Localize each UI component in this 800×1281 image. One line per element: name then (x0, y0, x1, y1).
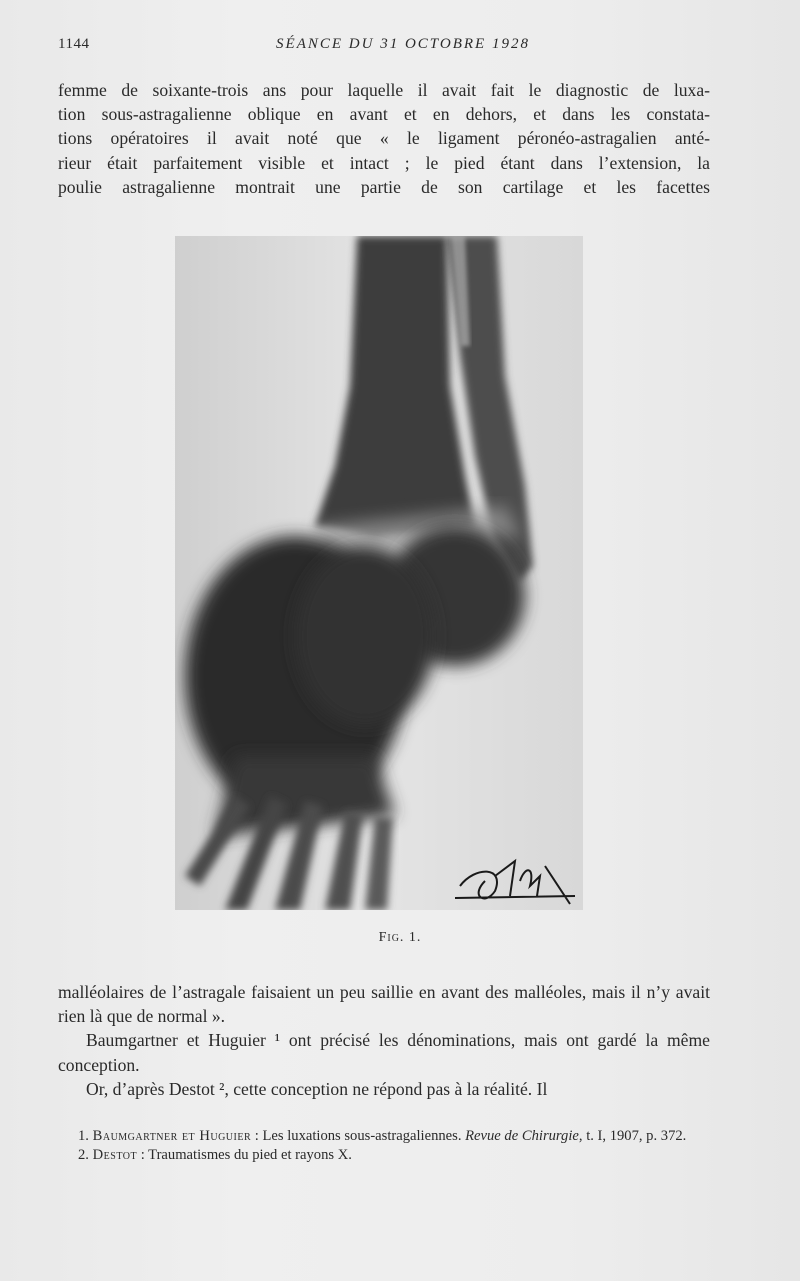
paragraph: Baumgartner et Huguier ¹ ont précisé les dénominations, mais ont gardé la même conception. (58, 1030, 710, 1075)
page-number: 1144 (58, 36, 90, 52)
footnotes (58, 1127, 710, 1165)
footnote-text: : Traumatismes du pied et rayons X. (137, 1147, 352, 1163)
footnote (58, 1146, 710, 1165)
footnote-number: 1. (78, 1128, 89, 1144)
footnote-authors: Baumgartner et Huguier (92, 1128, 252, 1144)
footnote-authors: Destot (92, 1147, 138, 1163)
bottom-text (58, 980, 710, 1101)
xray-image (175, 236, 583, 910)
xray-figure (175, 236, 583, 910)
top-paragraph (58, 78, 710, 199)
footnote-tail: , t. I, 1907, p. 372. (578, 1128, 687, 1144)
footnote-number: 2. (78, 1147, 89, 1163)
paragraph: Or, d’après Destot ², cette conception ne répond pas à la réalité. Il (86, 1078, 548, 1099)
text-line: tion sous-astragalienne oblique en avant et en dehors, et dans les constata- (58, 104, 710, 125)
text-line: tions opératoires il avait noté que « le ligament péronéo-astragalien anté- (58, 128, 710, 149)
text-line: femme de soixante-trois ans pour laquelle il avait fait le diagnostic de luxa- (58, 80, 710, 100)
text-line: rieur était parfaitement visible et intact ; le pied étant dans l’extension, la (58, 152, 710, 173)
footnote-text: : Les luxations sous-astragaliennes. (251, 1128, 466, 1144)
figure-caption: Fig. 1. (378, 930, 422, 945)
paragraph: malléolaires de l’astragale faisaient un peu saillie en avant des malléoles, mais il n’y avait rien là que de normal ». (58, 982, 710, 1027)
footnote (58, 1127, 710, 1146)
footnote-journal: Revue de Chirurgie (465, 1128, 579, 1144)
page-header (58, 36, 708, 58)
running-title: SÉANCE DU 31 OCTOBRE 1928 (276, 36, 530, 52)
text-line: poulie astragalienne montrait une partie de son cartilage et les facettes (58, 176, 710, 197)
